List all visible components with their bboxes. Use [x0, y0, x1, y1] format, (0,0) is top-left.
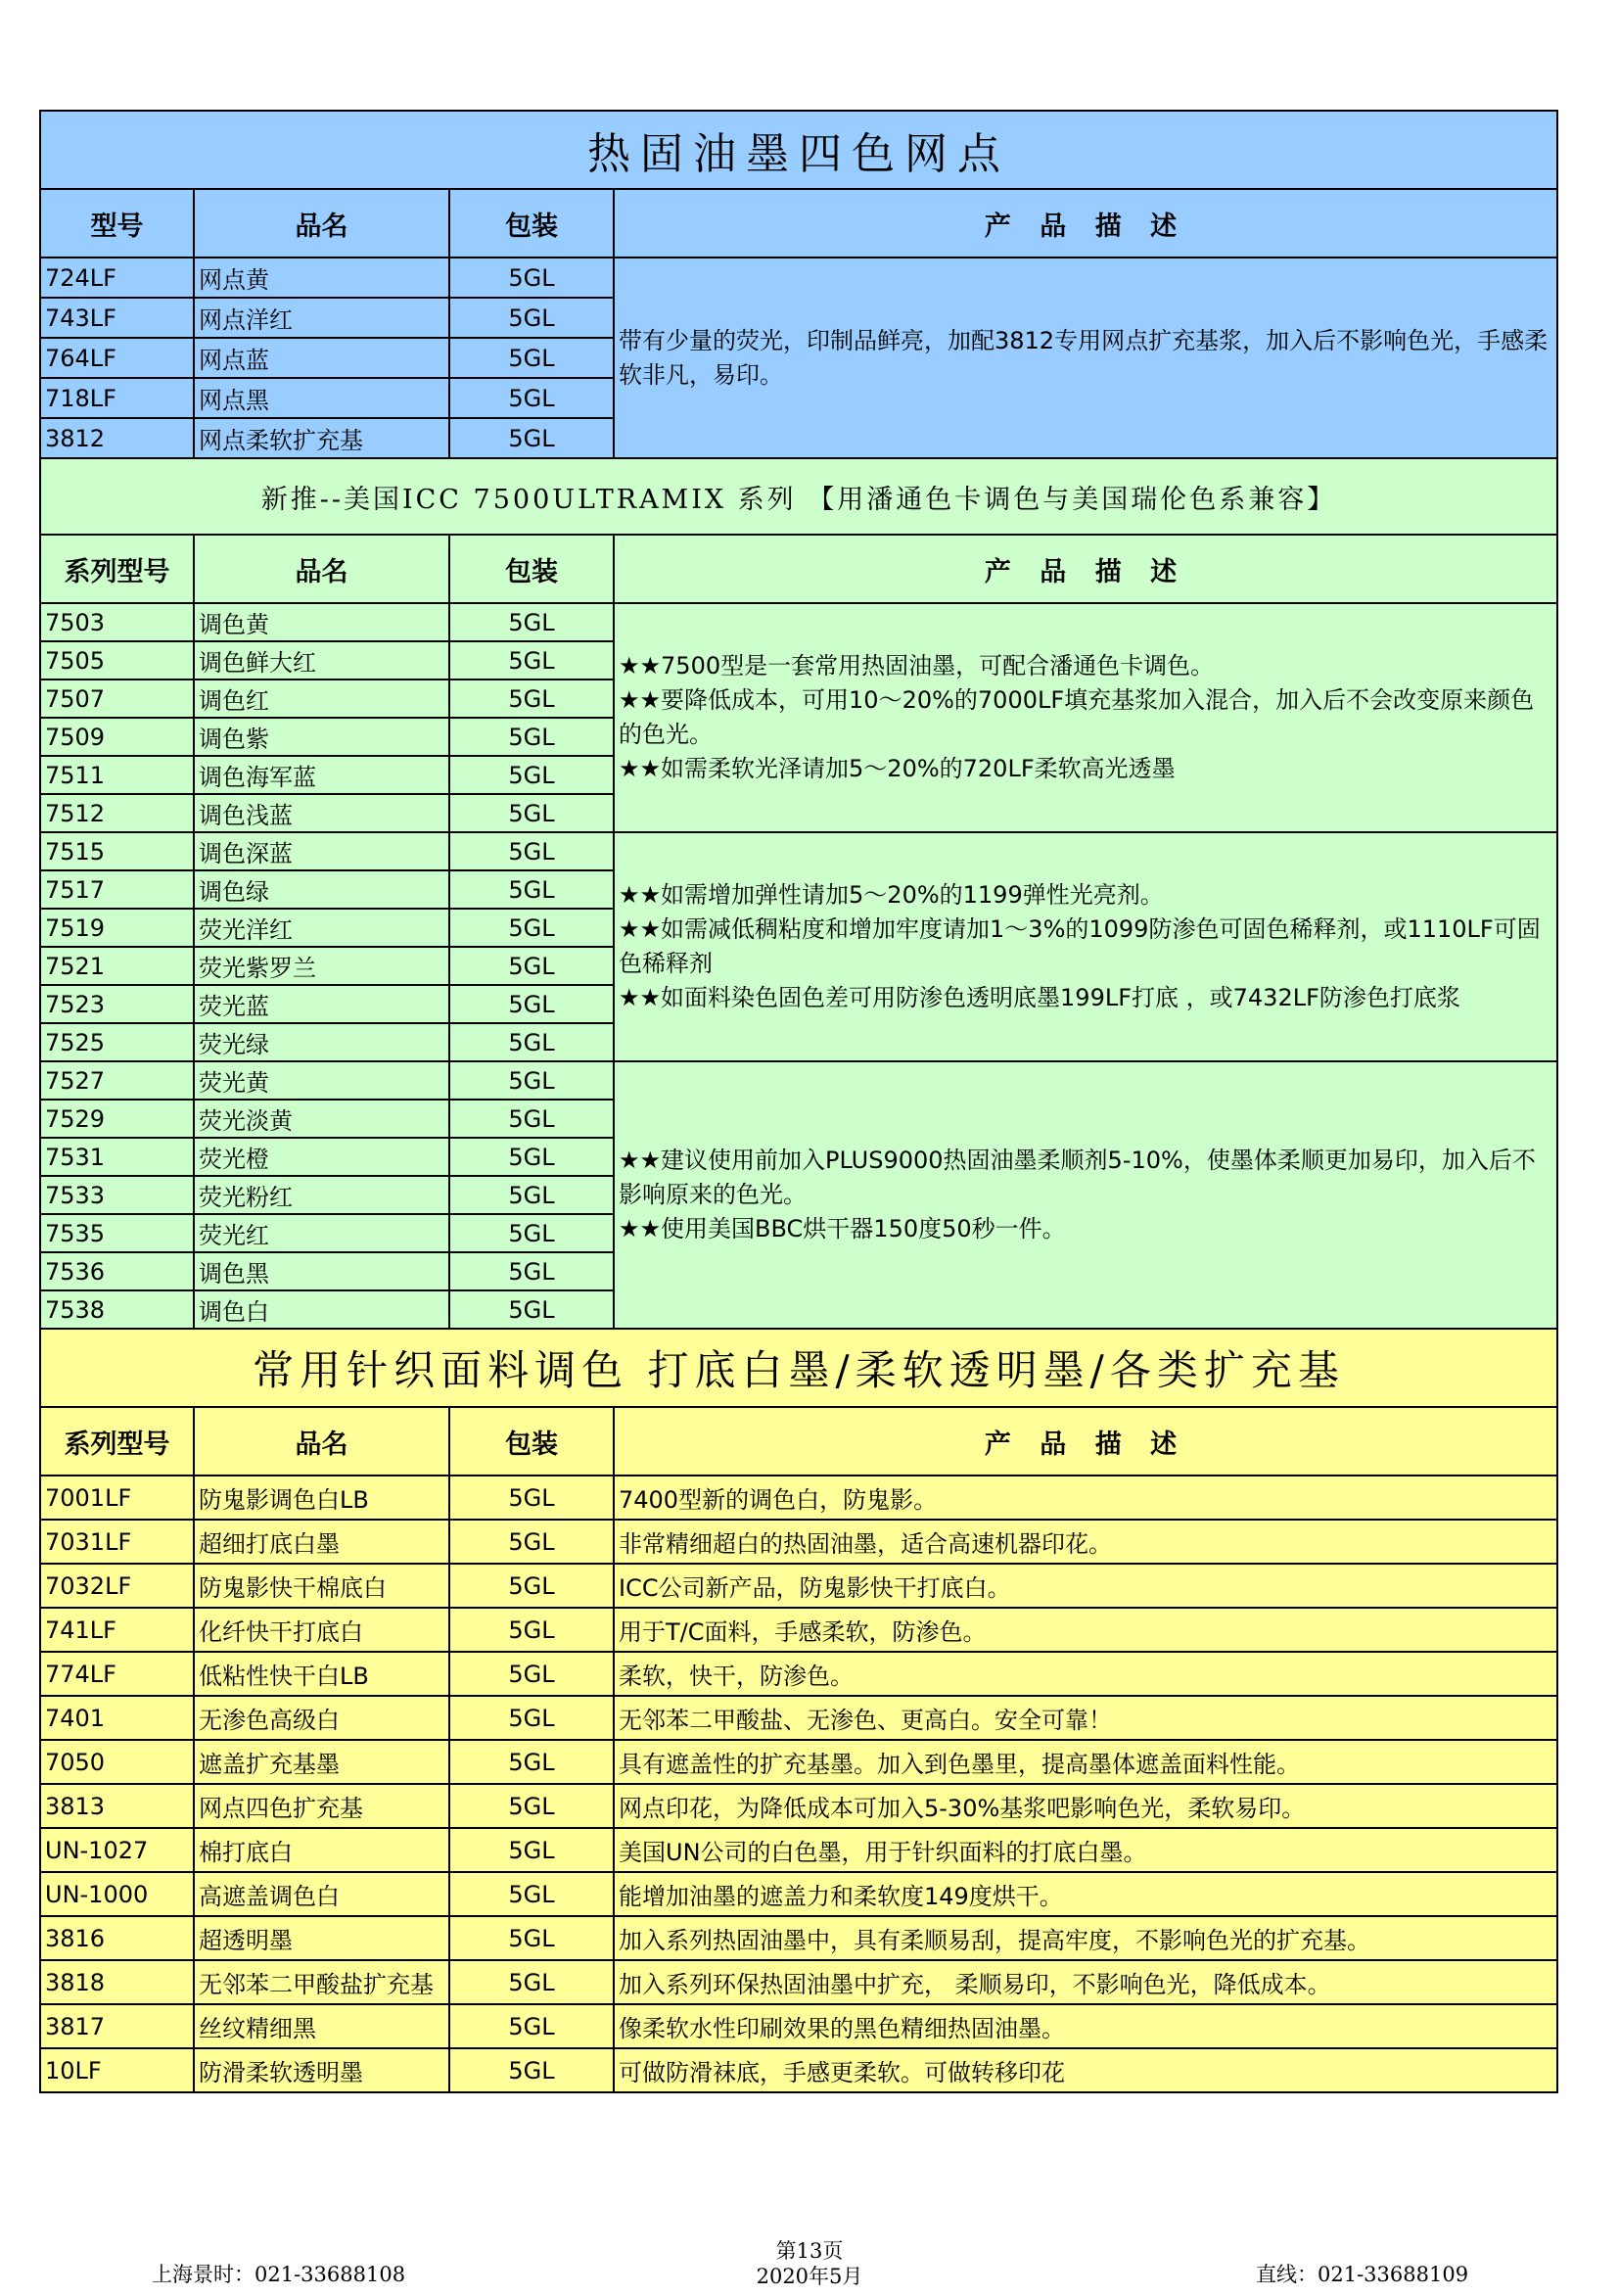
description-cell: 用于T/C面料，手感柔软，防渗色。: [614, 1608, 1557, 1652]
description-line: ★★使用美国BBC烘干器150度50秒一件。: [619, 1215, 1066, 1242]
model-cell: 7509: [40, 718, 194, 756]
model-cell: 764LF: [40, 338, 194, 378]
package-cell: 5GL: [449, 1476, 614, 1520]
table-header-row: [40, 535, 1557, 603]
section-title: 新推--美国ICC 7500ULTRAMIX 系列 【用潘通色卡调色与美国瑞伦色系兼容】: [40, 458, 1557, 535]
product-sheet: [39, 110, 1556, 2093]
model-cell: 7511: [40, 756, 194, 794]
section-title: 热固油墨四色网点: [40, 111, 1557, 189]
name-cell: 调色紫: [194, 718, 449, 756]
model-cell: 7050: [40, 1740, 194, 1784]
description-cell: 美国UN公司的白色墨，用于针织面料的打底白墨。: [614, 1828, 1557, 1872]
package-cell: 5GL: [449, 1740, 614, 1784]
model-cell: 741LF: [40, 1608, 194, 1652]
model-cell: UN-1027: [40, 1828, 194, 1872]
package-cell: 5GL: [449, 258, 614, 298]
header-model: 系列型号: [40, 535, 194, 603]
name-cell: 低粘性快干白LB: [194, 1652, 449, 1696]
model-cell: 7527: [40, 1061, 194, 1100]
model-cell: 7517: [40, 870, 194, 909]
package-cell: 5GL: [449, 1061, 614, 1100]
name-cell: 超透明墨: [194, 1916, 449, 1960]
table-row: [40, 1061, 1557, 1100]
package-cell: 5GL: [449, 1784, 614, 1828]
section-title: 常用针织面料调色 打底白墨/柔软透明墨/各类扩充基: [40, 1329, 1557, 1407]
package-cell: 5GL: [449, 679, 614, 718]
description-line: ★★7500型是一套常用热固油墨，可配合潘通色卡调色。: [619, 652, 1215, 679]
table-row: [40, 1960, 1557, 2004]
model-cell: 7031LF: [40, 1520, 194, 1564]
name-cell: 荧光绿: [194, 1023, 449, 1061]
name-cell: 荧光橙: [194, 1138, 449, 1176]
model-cell: 10LF: [40, 2048, 194, 2092]
footer-page-number: 第13页: [775, 2239, 844, 2263]
model-cell: 7001LF: [40, 1476, 194, 1520]
table-row: [40, 258, 1557, 298]
name-cell: 调色红: [194, 679, 449, 718]
package-cell: 5GL: [449, 1828, 614, 1872]
package-cell: 5GL: [449, 756, 614, 794]
model-cell: 7525: [40, 1023, 194, 1061]
name-cell: 荧光粉红: [194, 1176, 449, 1214]
model-cell: 7521: [40, 947, 194, 985]
package-cell: 5GL: [449, 378, 614, 418]
package-cell: 5GL: [449, 832, 614, 870]
description-cell: 网点印花，为降低成本可加入5-30%基浆吧影响色光，柔软易印。: [614, 1784, 1557, 1828]
model-cell: 7523: [40, 985, 194, 1023]
name-cell: 荧光紫罗兰: [194, 947, 449, 985]
name-cell: 网点蓝: [194, 338, 449, 378]
name-cell: 化纤快干打底白: [194, 1608, 449, 1652]
package-cell: 5GL: [449, 1252, 614, 1290]
model-cell: 7531: [40, 1138, 194, 1176]
header-package: 包装: [449, 535, 614, 603]
model-cell: 3817: [40, 2004, 194, 2048]
name-cell: 防鬼影快干棉底白: [194, 1564, 449, 1608]
name-cell: 调色浅蓝: [194, 794, 449, 832]
name-cell: 荧光红: [194, 1214, 449, 1252]
description-cell: 加入系列环保热固油墨中扩充， 柔顺易印，不影响色光，降低成本。: [614, 1960, 1557, 2004]
package-cell: 5GL: [449, 1023, 614, 1061]
name-cell: 网点柔软扩充基: [194, 418, 449, 458]
model-cell: 7505: [40, 641, 194, 679]
package-cell: 5GL: [449, 1214, 614, 1252]
header-description: 产 品 描 述: [614, 535, 1557, 603]
header-name: 品名: [194, 1407, 449, 1476]
table-row: [40, 832, 1557, 870]
model-cell: UN-1000: [40, 1872, 194, 1916]
package-cell: 5GL: [449, 1652, 614, 1696]
description-cell: 具有遮盖性的扩充基墨。加入到色墨里，提高墨体遮盖面料性能。: [614, 1740, 1557, 1784]
package-cell: 5GL: [449, 1138, 614, 1176]
package-cell: 5GL: [449, 603, 614, 641]
description-cell: 无邻苯二甲酸盐、无渗色、更高白。安全可靠！: [614, 1696, 1557, 1740]
description-line: ★★如需减低稠粘度和增加牢度请加1～3%的1099防渗色可固色稀释剂，或1110LF可固色稀释剂: [619, 915, 1541, 977]
package-cell: 5GL: [449, 1520, 614, 1564]
package-cell: 5GL: [449, 1290, 614, 1329]
package-cell: 5GL: [449, 909, 614, 947]
description-cell: 加入系列热固油墨中，具有柔顺易刮，提高牢度，不影响色光的扩充基。: [614, 1916, 1557, 1960]
header-package: 包装: [449, 189, 614, 258]
model-cell: 7533: [40, 1176, 194, 1214]
name-cell: 防滑柔软透明墨: [194, 2048, 449, 2092]
table-row: [40, 2004, 1557, 2048]
package-cell: 5GL: [449, 870, 614, 909]
section-halftone: [40, 111, 1557, 458]
description-cell: [614, 832, 1557, 1061]
description-cell: ICC公司新产品，防鬼影快干打底白。: [614, 1564, 1557, 1608]
model-cell: 7032LF: [40, 1564, 194, 1608]
section-base-inks: [40, 1329, 1557, 2092]
page-footer: [0, 2237, 1619, 2296]
header-package: 包装: [449, 1407, 614, 1476]
model-cell: 7515: [40, 832, 194, 870]
name-cell: 网点四色扩充基: [194, 1784, 449, 1828]
description-cell: [614, 603, 1557, 832]
model-cell: 724LF: [40, 258, 194, 298]
package-cell: 5GL: [449, 794, 614, 832]
footer-direct-line: 直线：021-33688109: [1256, 2263, 1469, 2286]
package-cell: 5GL: [449, 641, 614, 679]
name-cell: 调色黄: [194, 603, 449, 641]
package-cell: 5GL: [449, 1100, 614, 1138]
model-cell: 3816: [40, 1916, 194, 1960]
name-cell: 无邻苯二甲酸盐扩充基: [194, 1960, 449, 2004]
name-cell: 调色深蓝: [194, 832, 449, 870]
table-row: [40, 1608, 1557, 1652]
description-cell: 7400型新的调色白，防鬼影。: [614, 1476, 1557, 1520]
name-cell: 超细打底白墨: [194, 1520, 449, 1564]
description-cell: [614, 1061, 1557, 1329]
description-cell: 像柔软水性印刷效果的黑色精细热固油墨。: [614, 2004, 1557, 2048]
model-cell: 7535: [40, 1214, 194, 1252]
name-cell: 丝纹精细黑: [194, 2004, 449, 2048]
package-cell: 5GL: [449, 947, 614, 985]
description-cell: [614, 258, 1557, 458]
description-line: ★★建议使用前加入PLUS9000热固油墨柔顺剂5-10%，使墨体柔顺更加易印，加入后不影响原来的色光。: [619, 1147, 1536, 1208]
name-cell: 棉打底白: [194, 1828, 449, 1872]
package-cell: 5GL: [449, 1564, 614, 1608]
table-row: [40, 1784, 1557, 1828]
model-cell: 774LF: [40, 1652, 194, 1696]
name-cell: 荧光蓝: [194, 985, 449, 1023]
description-cell: 可做防滑袜底，手感更柔软。可做转移印花: [614, 2048, 1557, 2092]
name-cell: 无渗色高级白: [194, 1696, 449, 1740]
model-cell: 3812: [40, 418, 194, 458]
model-cell: 7529: [40, 1100, 194, 1138]
name-cell: 调色绿: [194, 870, 449, 909]
model-cell: 3818: [40, 1960, 194, 2004]
package-cell: 5GL: [449, 985, 614, 1023]
table-row: [40, 1872, 1557, 1916]
name-cell: 防鬼影调色白LB: [194, 1476, 449, 1520]
table-row: [40, 603, 1557, 641]
name-cell: 调色白: [194, 1290, 449, 1329]
table-row: [40, 2048, 1557, 2092]
name-cell: 网点黑: [194, 378, 449, 418]
package-cell: 5GL: [449, 2048, 614, 2092]
description-cell: 非常精细超白的热固油墨，适合高速机器印花。: [614, 1520, 1557, 1564]
description-line: ★★要降低成本，可用10～20%的7000LF填充基浆加入混合，加入后不会改变原来颜色的色光。: [619, 686, 1535, 748]
header-model: 型号: [40, 189, 194, 258]
table-row: [40, 1828, 1557, 1872]
model-cell: 7401: [40, 1696, 194, 1740]
name-cell: 调色黑: [194, 1252, 449, 1290]
name-cell: 网点黄: [194, 258, 449, 298]
section-ultramix: [40, 458, 1557, 1329]
model-cell: 7536: [40, 1252, 194, 1290]
product-table: [39, 110, 1558, 2093]
package-cell: 5GL: [449, 1608, 614, 1652]
header-model: 系列型号: [40, 1407, 194, 1476]
package-cell: 5GL: [449, 2004, 614, 2048]
name-cell: 高遮盖调色白: [194, 1872, 449, 1916]
model-cell: 3813: [40, 1784, 194, 1828]
model-cell: 718LF: [40, 378, 194, 418]
model-cell: 7507: [40, 679, 194, 718]
description-line: ★★如面料染色固色差可用防渗色透明底墨199LF打底 ，或7432LF防渗色打底浆: [619, 984, 1460, 1011]
footer-company-phone: 上海景时：021-33688108: [152, 2263, 406, 2286]
table-row: [40, 1916, 1557, 1960]
name-cell: 调色海军蓝: [194, 756, 449, 794]
name-cell: 遮盖扩充基墨: [194, 1740, 449, 1784]
model-cell: 7512: [40, 794, 194, 832]
description-text: 带有少量的荧光，印制品鲜亮，加配3812专用网点扩充基浆，加入后不影响色光，手感柔软非凡，易印。: [619, 326, 1549, 389]
header-description: 产 品 描 述: [614, 189, 1557, 258]
name-cell: 荧光淡黄: [194, 1100, 449, 1138]
table-row: [40, 1652, 1557, 1696]
package-cell: 5GL: [449, 718, 614, 756]
name-cell: 网点洋红: [194, 298, 449, 338]
table-row: [40, 1564, 1557, 1608]
table-row: [40, 1520, 1557, 1564]
model-cell: 7538: [40, 1290, 194, 1329]
model-cell: 743LF: [40, 298, 194, 338]
package-cell: 5GL: [449, 1872, 614, 1916]
package-cell: 5GL: [449, 338, 614, 378]
footer-date: 2020年5月: [756, 2265, 863, 2288]
model-cell: 7519: [40, 909, 194, 947]
header-description: 产 品 描 述: [614, 1407, 1557, 1476]
table-header-row: [40, 1407, 1557, 1476]
package-cell: 5GL: [449, 418, 614, 458]
package-cell: 5GL: [449, 1696, 614, 1740]
description-cell: 能增加油墨的遮盖力和柔软度149度烘干。: [614, 1872, 1557, 1916]
name-cell: 荧光洋红: [194, 909, 449, 947]
table-row: [40, 1740, 1557, 1784]
package-cell: 5GL: [449, 1176, 614, 1214]
name-cell: 调色鲜大红: [194, 641, 449, 679]
package-cell: 5GL: [449, 1916, 614, 1960]
package-cell: 5GL: [449, 1960, 614, 2004]
description-line: ★★如需增加弹性请加5～20%的1199弹性光亮剂。: [619, 881, 1164, 909]
description-cell: 柔软，快干，防渗色。: [614, 1652, 1557, 1696]
model-cell: 7503: [40, 603, 194, 641]
header-name: 品名: [194, 535, 449, 603]
name-cell: 荧光黄: [194, 1061, 449, 1100]
header-name: 品名: [194, 189, 449, 258]
table-row: [40, 1696, 1557, 1740]
table-row: [40, 1476, 1557, 1520]
table-header-row: [40, 189, 1557, 258]
package-cell: 5GL: [449, 298, 614, 338]
description-line: ★★如需柔软光泽请加5～20%的720LF柔软高光透墨: [619, 755, 1176, 782]
